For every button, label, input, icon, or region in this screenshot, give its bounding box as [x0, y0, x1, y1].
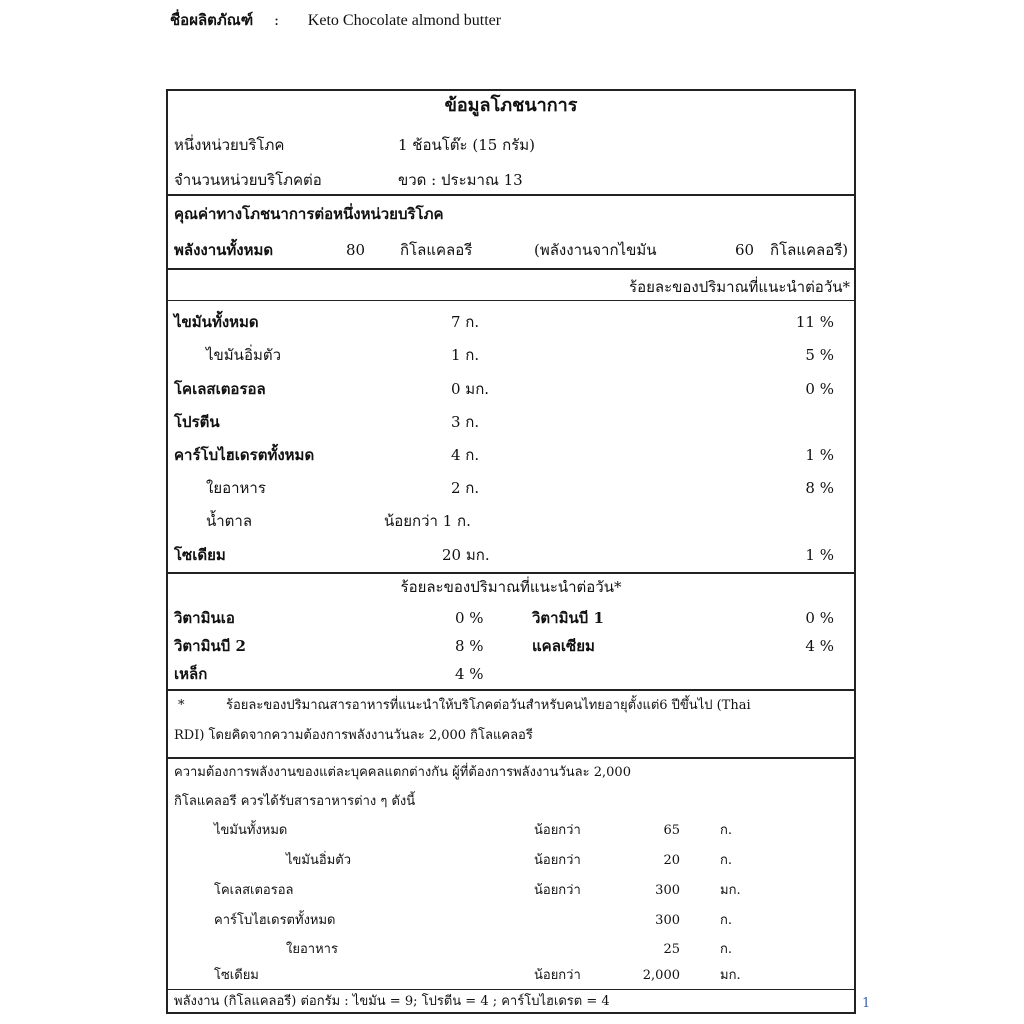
servings-per-container-label: จำนวนหน่วยบริโภคต่อ — [174, 171, 322, 189]
product-line — [170, 8, 501, 32]
nutrient-name-cholesterol: โคเลสเตอรอล — [174, 380, 266, 398]
guidance-qualifier-cholesterol: น้อยกว่า — [534, 883, 581, 898]
energy-from-fat-label: (พลังงานจากไขมัน — [534, 241, 657, 259]
nutrient-amount-total-fat: 7 ก. — [451, 313, 480, 331]
serving-size-label: หนึ่งหน่วยบริโภค — [174, 136, 285, 154]
guidance-name-sodium: โซเดียม — [214, 968, 259, 983]
guidance-qualifier-saturated-fat: น้อยกว่า — [534, 853, 581, 868]
nutrient-amount-protein: 3 ก. — [451, 413, 480, 431]
nutrient-amount-saturated-fat: 1 ก. — [451, 346, 480, 364]
guidance-name-saturated-fat: ไขมันอิ่มตัว — [286, 853, 351, 868]
servings-per-container-value: ขวด : ประมาณ 13 — [398, 171, 523, 189]
guidance-unit-total-carbohydrate: ก. — [720, 913, 733, 928]
divider — [168, 300, 854, 301]
nutrient-amount-sodium: 20 มก. — [442, 546, 490, 564]
mineral-percent-calcium: 4 % — [805, 637, 834, 655]
mineral-name-calcium: แคลเซียม — [532, 637, 595, 655]
nutrient-percent-total-fat: 11 % — [795, 313, 834, 331]
divider — [168, 268, 854, 270]
nutrient-amount-dietary-fiber: 2 ก. — [451, 479, 480, 497]
energy-label: พลังงานทั้งหมด — [174, 241, 274, 259]
nutrient-amount-sugar: น้อยกว่า 1 ก. — [384, 512, 471, 530]
energy-from-fat-unit: กิโลแคลอรี) — [770, 241, 849, 259]
guidance-name-total-carbohydrate: คาร์โบไฮเดรตทั้งหมด — [214, 913, 336, 928]
divider — [168, 989, 854, 990]
guidance-value-dietary-fiber: 25 — [663, 942, 680, 957]
guidance-qualifier-total-fat: น้อยกว่า — [534, 823, 581, 838]
nutrient-name-protein: โปรตีน — [174, 413, 220, 431]
nutrient-percent-saturated-fat: 5 % — [805, 346, 834, 364]
energy-unit: กิโลแคลอรี — [400, 241, 473, 259]
label-title: ข้อมูลโภชนาการ — [444, 95, 578, 116]
energy-value: 80 — [346, 241, 366, 259]
guidance-unit-cholesterol: มก. — [720, 883, 741, 898]
divider — [168, 689, 854, 691]
vitamin-percent-vitamin-a: 0 % — [455, 609, 484, 627]
nutrient-name-total-fat: ไขมันทั้งหมด — [174, 313, 259, 331]
guidance-unit-total-fat: ก. — [720, 823, 733, 838]
vitamin-percent-vitamin-b1: 0 % — [805, 609, 834, 627]
vitamin-percent-vitamin-b2: 8 % — [455, 637, 484, 655]
mineral-percent-iron: 4 % — [455, 665, 484, 683]
guidance-qualifier-sodium: น้อยกว่า — [534, 968, 581, 983]
energy-from-fat-value: 60 — [735, 241, 755, 259]
footnote-star: * — [178, 698, 185, 713]
guidance-value-sodium: 2,000 — [642, 968, 680, 983]
energy-conversion-note: พลังงาน (กิโลแคลอรี) ต่อกรัม : ไขมัน = 9; โปรตีน = 4 ; คาร์โบไฮเดรต = 4 — [174, 994, 610, 1009]
nutrient-name-sugar: น้ำตาล — [206, 512, 253, 530]
guidance-name-cholesterol: โคเลสเตอรอล — [214, 883, 294, 898]
nutrient-amount-cholesterol: 0 มก. — [451, 380, 490, 398]
guidance-value-cholesterol: 300 — [655, 883, 680, 898]
footnote-line-2: RDI) โดยคิดจากความต้องการพลังงานวันละ 2,000 กิโลแคลอรี — [174, 728, 533, 743]
vitamin-name-vitamin-b2: วิตามินบี 2 — [174, 637, 246, 655]
vitamin-name-vitamin-a: วิตามินเอ — [174, 609, 235, 627]
serving-size-value: 1 ช้อนโต๊ะ (15 กรัม) — [398, 136, 535, 154]
nutrient-percent-total-carbohydrate: 1 % — [805, 446, 834, 464]
nutrient-name-sodium: โซเดียม — [174, 546, 226, 564]
guidance-unit-dietary-fiber: ก. — [720, 942, 733, 957]
guidance-unit-sodium: มก. — [720, 968, 741, 983]
guidance-value-total-fat: 65 — [663, 823, 680, 838]
nutrient-name-total-carbohydrate: คาร์โบไฮเดรตทั้งหมด — [174, 446, 315, 464]
nutrition-facts-panel — [166, 89, 856, 1014]
divider — [168, 572, 854, 574]
product-name-label: ชื่อผลิตภัณฑ์ — [170, 11, 254, 29]
rdi-heading: ร้อยละของปริมาณที่แนะนำต่อวัน* — [629, 278, 850, 296]
divider — [168, 194, 854, 196]
vitamin-name-vitamin-b1: วิตามินบี 1 — [532, 609, 604, 627]
guidance-unit-saturated-fat: ก. — [720, 853, 733, 868]
guidance-value-saturated-fat: 20 — [663, 853, 680, 868]
page-edge-mark: 1 — [862, 996, 871, 1011]
nutrient-percent-cholesterol: 0 % — [805, 380, 834, 398]
nutrient-name-dietary-fiber: ใยอาหาร — [206, 479, 266, 497]
per-serving-heading: คุณค่าทางโภชนาการต่อหนึ่งหน่วยบริโภค — [174, 205, 444, 223]
nutrient-percent-sodium: 1 % — [805, 546, 834, 564]
product-separator: : — [273, 11, 280, 29]
divider — [168, 757, 854, 759]
mineral-name-iron: เหล็ก — [174, 665, 208, 683]
guidance-name-dietary-fiber: ใยอาหาร — [286, 942, 338, 957]
guidance-name-total-fat: ไขมันทั้งหมด — [214, 823, 288, 838]
product-name: Keto Chocolate almond butter — [307, 12, 502, 29]
guidance-value-total-carbohydrate: 300 — [655, 913, 680, 928]
vitamin-rdi-heading: ร้อยละของปริมาณที่แนะนำต่อวัน* — [400, 578, 622, 596]
nutrient-amount-total-carbohydrate: 4 ก. — [451, 446, 480, 464]
nutrient-percent-dietary-fiber: 8 % — [805, 479, 834, 497]
energy-note-line-2: กิโลแคลอรี ควรได้รับสารอาหารต่าง ๆ ดังนี้ — [174, 794, 416, 809]
energy-note-line-1: ความต้องการพลังงานของแต่ละบุคคลแตกต่างกัน ผู้ที่ต้องการพลังงานวันละ 2,000 — [174, 765, 631, 780]
nutrient-name-saturated-fat: ไขมันอิ่มตัว — [206, 346, 281, 364]
footnote-line-1: ร้อยละของปริมาณสารอาหารที่แนะนำให้บริโภคต่อวันสำหรับคนไทยอายุตั้งแต่6 ปีขึ้นไป (Thai — [226, 698, 751, 713]
